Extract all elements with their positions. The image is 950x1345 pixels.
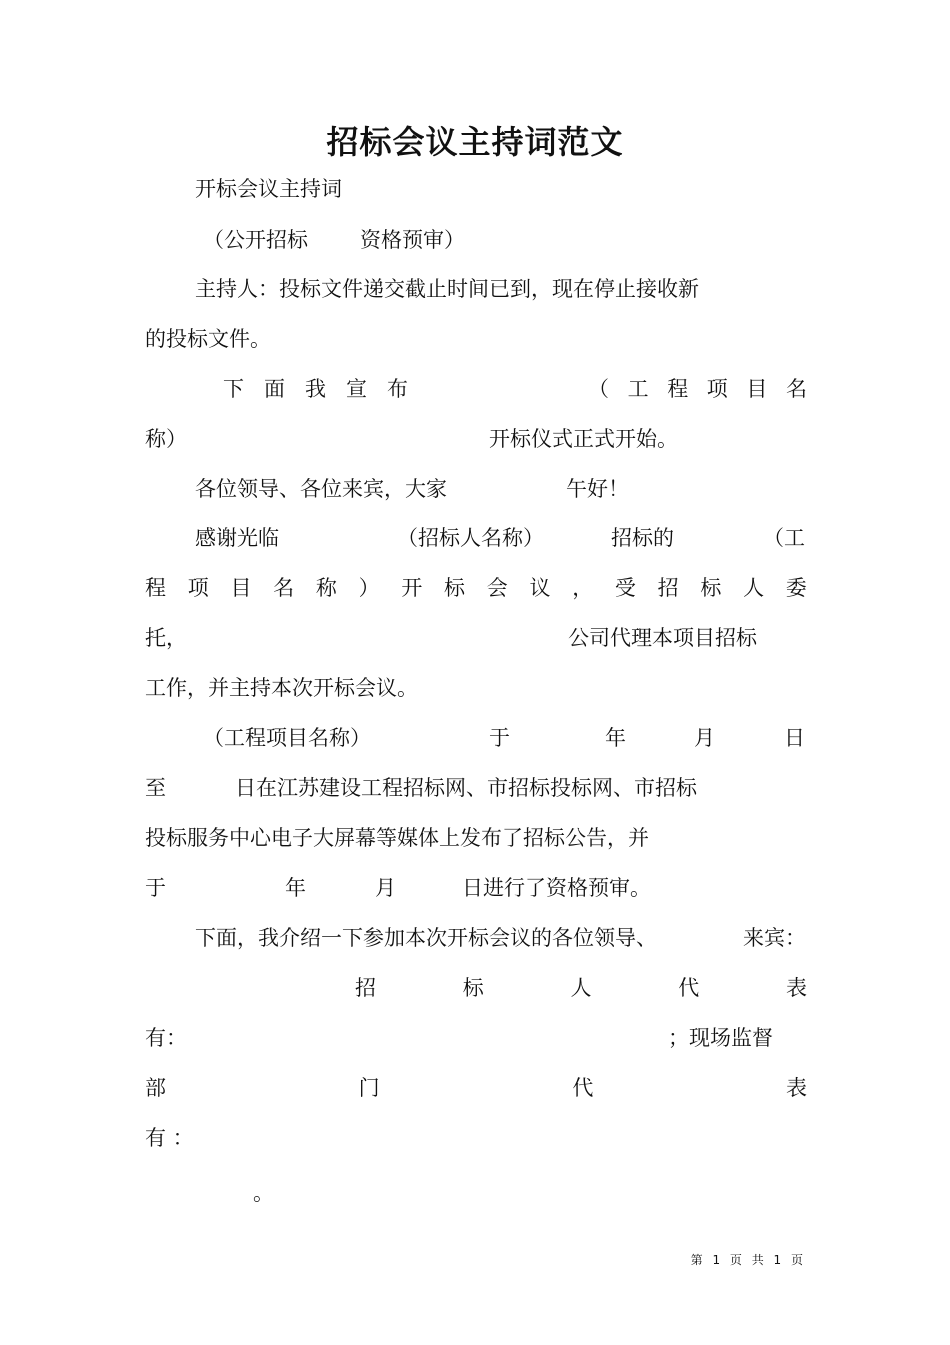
char: 布 <box>387 377 408 401</box>
paragraph-segment: 于 <box>145 876 166 900</box>
subtitle: 开标会议主持词 <box>195 177 342 201</box>
paragraph-line: 至 <box>145 776 166 800</box>
char: 目 <box>230 576 252 600</box>
bidding-mode-prequal: 资格预审） <box>360 228 465 252</box>
char: 工 <box>627 377 649 401</box>
char: 开 <box>401 576 423 600</box>
greeting-right: 午好！ <box>566 477 629 501</box>
char: 受 <box>614 576 636 600</box>
paragraph-segment: 招标的 <box>611 526 674 550</box>
char: 目 <box>746 377 768 401</box>
char: 人 <box>743 576 765 600</box>
char: 招 <box>355 976 376 1000</box>
paragraph-segment: 日 <box>784 726 805 750</box>
char: 标 <box>444 576 466 600</box>
paragraph-line: 托， <box>145 626 187 650</box>
char: 表 <box>785 1076 807 1100</box>
paragraph-end-mark: 。 <box>253 1181 274 1205</box>
paragraph-segment: （工 <box>763 526 805 550</box>
char: ， <box>572 576 594 600</box>
paragraph-segment: （工程项目名称） <box>203 726 371 750</box>
char: 程 <box>667 377 689 401</box>
char: 名 <box>785 377 807 401</box>
paragraph-segment: 月 <box>375 876 396 900</box>
char: 项 <box>706 377 728 401</box>
paragraph-segment: 年 <box>605 726 626 750</box>
char: 面 <box>264 377 285 401</box>
paragraph-segment: （招标人名称） <box>397 526 544 550</box>
char: ） <box>358 576 380 600</box>
paragraph-line: 来宾： <box>743 926 806 950</box>
char: 程 <box>145 576 166 600</box>
paragraph-segment: 月 <box>694 726 715 750</box>
spaced-line <box>145 573 807 603</box>
char: 下 <box>223 377 244 401</box>
paragraph-line: 有： <box>145 1026 187 1050</box>
char: 委 <box>785 576 807 600</box>
paragraph-segment: 于 <box>489 726 510 750</box>
char: 称 <box>315 576 337 600</box>
char: 名 <box>273 576 295 600</box>
paragraph-line: ；现场监督 <box>668 1026 773 1050</box>
paragraph-line: 投标服务中心电子大屏幕等媒体上发布了招标公告，并 <box>145 826 649 850</box>
paragraph-line: 的投标文件。 <box>145 327 271 351</box>
greeting-left: 各位领导、各位来宾，大家 <box>195 477 447 501</box>
char: 代 <box>572 1076 594 1100</box>
paragraph-line: 称） <box>145 427 187 451</box>
page-number: 第 1 页 共 1 页 <box>690 1253 806 1267</box>
char: 标 <box>462 976 484 1000</box>
char: 我 <box>305 377 326 401</box>
char: 项 <box>187 576 209 600</box>
char: （ <box>588 377 609 401</box>
bidding-mode-open: （公开招标 <box>203 228 308 252</box>
paragraph-segment: 感谢光临 <box>195 526 279 550</box>
spaced-line <box>223 374 408 404</box>
char: 代 <box>678 976 700 1000</box>
paragraph-segment: 年 <box>285 876 306 900</box>
paragraph-line: 公司代理本项目招标 <box>568 626 757 650</box>
paragraph-line: 主持人：投标文件递交截止时间已到，现在停止接收新 <box>195 277 699 301</box>
spaced-line <box>588 374 807 404</box>
char: 表 <box>786 976 807 1000</box>
char: 会 <box>486 576 508 600</box>
spaced-line <box>145 1073 807 1103</box>
char: 人 <box>570 976 592 1000</box>
paragraph-line: 工作，并主持本次开标会议。 <box>145 676 418 700</box>
paragraph-line: 下面，我介绍一下参加本次开标会议的各位领导、 <box>195 926 657 950</box>
char: 门 <box>358 1076 380 1100</box>
paragraph-line: 日在江苏建设工程招标网、市招标投标网、市招标 <box>235 776 697 800</box>
char: 标 <box>700 576 722 600</box>
char: 议 <box>529 576 551 600</box>
paragraph-line: 开标仪式正式开始。 <box>489 427 678 451</box>
spaced-line <box>355 973 807 1003</box>
paragraph-segment: 日进行了资格预审。 <box>462 876 651 900</box>
char: 宣 <box>346 377 367 401</box>
char: 招 <box>657 576 679 600</box>
char: 部 <box>145 1076 166 1100</box>
paragraph-line: 有 ： <box>145 1126 194 1150</box>
page-title: 招标会议主持词范文 <box>326 123 624 161</box>
